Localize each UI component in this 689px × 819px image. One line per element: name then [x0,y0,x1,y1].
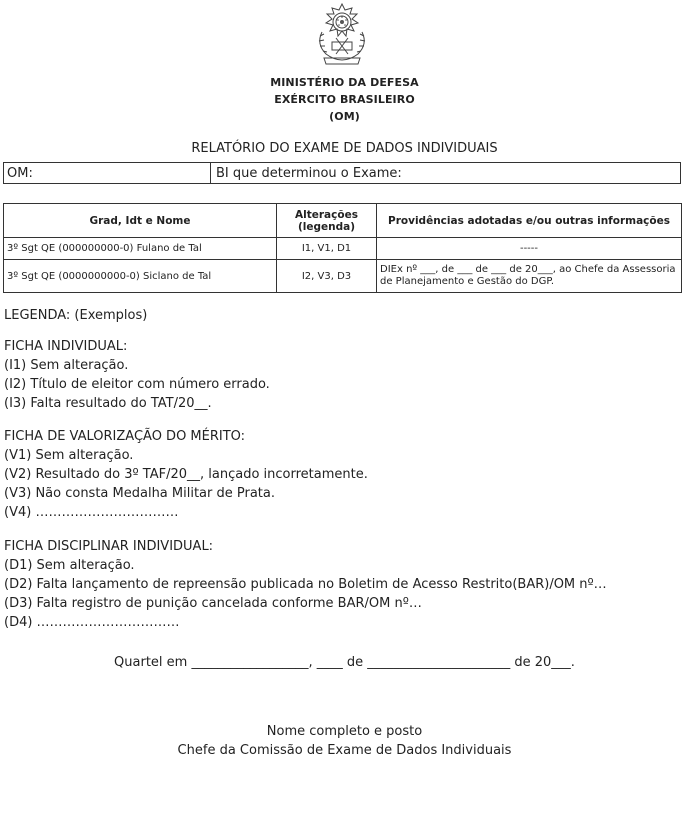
table-header-row [4,204,682,238]
section-ficha-merito [4,427,368,522]
section-title: FICHA INDIVIDUAL: [4,339,128,354]
list-item: (V1) Sem alteração. [4,448,134,463]
table-cell: I2, V3, D3 [277,260,377,293]
section-title: FICHA DISCIPLINAR INDIVIDUAL: [4,539,214,554]
list-item: (D3) Falta registro de punição cancelada conforme BAR/OM nº… [4,596,422,611]
column-header-text: Alterações (legenda) [295,208,358,233]
signature-name: Nome completo e posto [266,724,423,739]
list-item: (D2) Falta lançamento de repreensão publicada no Boletim de Acesso Restrito(BAR)/OM nº… [4,577,607,592]
date-line: Quartel em __________________, ____ de ______________________ de 20___. [114,655,575,670]
legend-title: LEGENDA: (Exemplos) [4,308,148,323]
section-title: FICHA DE VALORIZAÇÃO DO MÉRITO: [4,429,246,444]
ministry-header: MINISTÉRIO DA DEFESA [270,76,419,89]
army-header: EXÉRCITO BRASILEIRO [274,93,415,106]
column-header: Grad, Idt e Nome [4,204,277,238]
list-item: (I1) Sem alteração. [4,358,129,373]
table-cell: I1, V1, D1 [277,238,377,260]
om-info-row [3,162,681,184]
table-cell: DIEx nº ___, de ___ de ___ de 20___, ao Chefe da Assessoria de Planejamento e Gestão do DGP. [377,260,682,293]
list-item: (V3) Não consta Medalha Militar de Prata. [4,486,276,501]
table-row [4,238,682,260]
table-cell: ----- [377,238,682,260]
list-item: (I2) Título de eleitor com número errado. [4,377,270,392]
list-item: (V4) …………………………… [4,505,179,520]
section-ficha-individual [4,337,270,413]
list-item: (D1) Sem alteração. [4,558,135,573]
list-item: (I3) Falta resultado do TAT/20__. [4,396,212,411]
list-item: (V2) Resultado do 3º TAF/20__, lançado incorretamente. [4,467,368,482]
list-item: (D4) …………………………… [4,615,180,630]
column-header: Providências adotadas e/ou outras informações [377,204,682,238]
column-header [277,204,377,238]
om-field: OM: [4,163,211,183]
table-row [4,260,682,293]
document-title: RELATÓRIO DO EXAME DE DADOS INDIVIDUAIS [191,141,498,156]
exam-table [3,203,682,293]
signature-role: Chefe da Comissão de Exame de Dados Individuais [177,743,512,758]
section-ficha-disciplinar [4,537,607,632]
bi-field: BI que determinou o Exame: [216,166,402,181]
table-cell: 3º Sgt QE (000000000-0) Fulano de Tal [4,238,277,260]
om-header: (OM) [329,110,360,123]
table-cell: 3º Sgt QE (0000000000-0) Siclano de Tal [4,260,277,293]
coat-of-arms-icon [308,2,376,68]
